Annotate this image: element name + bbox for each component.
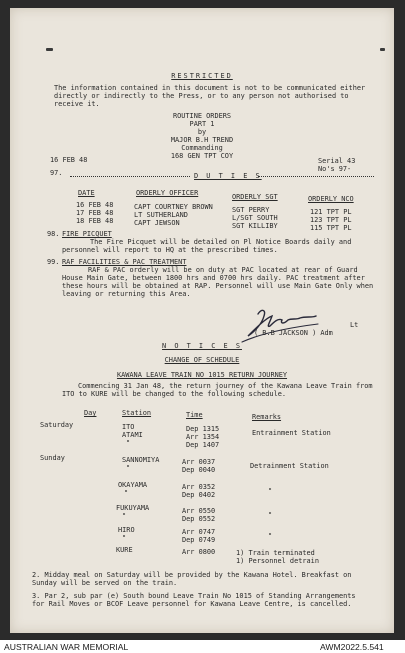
classification-heading: RESTRICTED: [171, 72, 233, 80]
remark-detrainment: Detrainment Station: [250, 462, 329, 470]
orders-title: ROUTINE ORDERS: [172, 112, 232, 120]
duties-header-officer: ORDERLY OFFICER: [136, 189, 199, 197]
remark-personnel-detrain: 1) Personnel detrain: [236, 557, 319, 565]
station-name: FUKUYAMA: [116, 504, 150, 512]
schedule-time: Dep 1315: [186, 425, 220, 433]
footer-archive-name: AUSTRALIAN WAR MEMORIAL: [4, 642, 129, 652]
handwritten-signature: [236, 306, 320, 344]
day-sunday: Sunday: [40, 454, 65, 462]
duties-heading: D U T I E S: [194, 172, 262, 180]
duty-row-officer: CAPT COURTNEY BROWN: [134, 203, 213, 211]
schedule-time: Dep 0402: [182, 491, 216, 499]
remark-ditto: ": [268, 487, 273, 495]
station-ditto: ": [122, 534, 127, 542]
station-name: ATAMI: [122, 431, 143, 439]
paragraph-2: 2. Midday meal on Saturday will be provided by the Kawana Hotel. Breakfast on Sunday will be served on the train.: [32, 571, 352, 587]
order-date: 16 FEB 48: [50, 156, 88, 164]
notices-heading: N O T I C E S: [162, 342, 242, 350]
separator-line: [70, 176, 190, 177]
fire-picquet-text: The Fire Picquet will be detailed on Pl Notice Boards daily and personnel will report to HQ at the prescribed times.: [62, 238, 352, 254]
unit-name: 168 GEN TPT COY: [170, 152, 234, 160]
orders-part: PART 1: [189, 120, 215, 128]
orders-by: by: [197, 128, 207, 136]
station-name: HIRO: [118, 526, 135, 534]
train-heading: KAWANA LEAVE TRAIN NO 1015 RETURN JOURNEY: [116, 371, 288, 379]
raf-facilities-text: RAF & PAC orderly will be on duty at PAC located at rear of Guard House Main Gate, between 1800 hrs and 0700 hrs daily. PAC treatment after these hours will be obtained at RAP. Personnel will use Main Gate Only when leaving or returning this Area.: [62, 266, 374, 298]
item-number-99: 99.: [47, 258, 60, 266]
item-number-97: 97.: [50, 169, 63, 177]
schedule-time: Arr 1354: [186, 433, 220, 441]
sched-header-day: Day: [84, 409, 97, 417]
station-ditto: ": [126, 464, 131, 472]
duty-row-nco: 121 TPT PL: [310, 208, 352, 216]
commanding-label: Commanding: [181, 144, 223, 152]
footer-accession-number: AWM2022.5.541: [320, 642, 384, 652]
schedule-time: Dep 0040: [182, 466, 216, 474]
schedule-time: Dep 0749: [182, 536, 216, 544]
confidentiality-notice: The information contained in this document is not to be communicated either directly or indirectly to the Press, or to any person not authorised to receive it.: [54, 84, 366, 108]
remark-train-terminated: 1) Train terminated: [236, 549, 315, 557]
serial-number: Serial 43: [318, 157, 356, 165]
commander-name: MAJOR B.H TREND: [170, 136, 234, 144]
schedule-time: Arr 0550: [182, 507, 216, 515]
separator-line: [258, 176, 374, 177]
duties-header-nco: ORDERLY NCO: [308, 195, 354, 203]
duty-row-date: 16 FEB 48: [76, 201, 114, 209]
duty-row-date: 18 FEB 48: [76, 217, 114, 225]
station-ditto: ": [126, 439, 131, 447]
duty-row-nco: 123 TPT PL: [310, 216, 352, 224]
raf-facilities-heading: RAF FACILITIES & PAC TREATMENT: [62, 258, 187, 266]
station-ditto: ": [122, 512, 127, 520]
duty-row-date: 17 FEB 48: [76, 209, 114, 217]
sched-header-time: Time: [186, 411, 203, 419]
schedule-intro: Commencing 31 Jan 48, the return journey of the Kawana Leave Train from ITO to KURE will be changed to the following schedule.: [62, 382, 373, 398]
station-name: KURE: [116, 546, 133, 554]
station-name: OKAYAMA: [118, 481, 148, 489]
remark-ditto: ": [268, 511, 273, 519]
schedule-time: Arr 0800: [182, 548, 216, 556]
duty-row-officer: CAPT JEWSON: [134, 219, 180, 227]
schedule-time: Dep 1407: [186, 441, 220, 449]
signatory-name: ( B.B JACKSON ) Adm: [254, 329, 333, 337]
schedule-time: Arr 0352: [182, 483, 216, 491]
document-page: [10, 8, 394, 633]
duty-row-officer: LT SUTHERLAND: [134, 211, 188, 219]
paragraph-3: 3. Par 2, sub par (e) South bound Leave Train No 1015 of Standing Arrangements for Rail Moves or BCOF Leave personnel for Kawana Leave Centre, is cancelled.: [32, 592, 356, 608]
remark-entrainment: Entrainment Station: [252, 429, 331, 437]
duty-row-nco: 115 TPT PL: [310, 224, 352, 232]
station-name: ITO: [122, 423, 135, 431]
punch-hole-mark: [380, 48, 385, 51]
sched-header-station: Station: [122, 409, 152, 417]
schedule-time: Arr 0037: [182, 458, 216, 466]
duty-row-sgt: SGT PERRY: [232, 206, 270, 214]
fire-picquet-heading: FIRE PICQUET: [62, 230, 112, 238]
day-saturday: Saturday: [40, 421, 74, 429]
duties-header-date: DATE: [78, 189, 95, 197]
duty-row-sgt: L/SGT SOUTH: [232, 214, 278, 222]
item-number-98: 98.: [47, 230, 60, 238]
schedule-time: Arr 0747: [182, 528, 216, 536]
change-of-schedule-heading: CHANGE OF SCHEDULE: [164, 356, 240, 364]
order-nos: No's 97-: [318, 165, 352, 173]
duty-row-sgt: SGT KILLIBY: [232, 222, 278, 230]
duties-header-sgt: ORDERLY SGT: [232, 193, 278, 201]
station-name: SANNOMIYA: [122, 456, 160, 464]
remark-ditto: ": [268, 532, 273, 540]
punch-hole-mark: [46, 48, 53, 51]
sched-header-remarks: Remarks: [252, 413, 282, 421]
schedule-time: Dep 0552: [182, 515, 216, 523]
station-ditto: ": [124, 489, 129, 497]
signatory-rank: Lt: [350, 321, 359, 329]
